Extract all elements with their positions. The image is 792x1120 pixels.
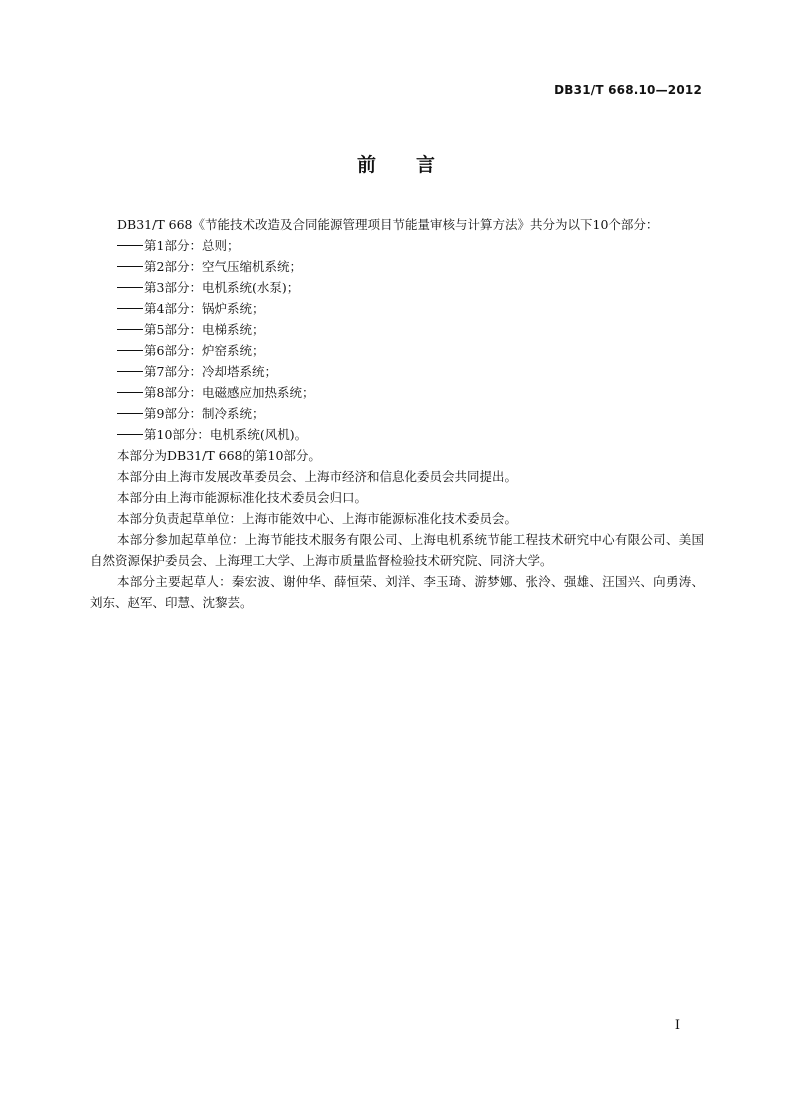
em-dash: [117, 245, 143, 246]
list-item: [90, 298, 704, 319]
standard-number: DB31/T 668.10—2012: [554, 83, 702, 97]
centralized-by-paragraph: 本部分由上海市能源标准化技术委员会归口。: [117, 490, 368, 505]
part-label: 第4部分：锅炉系统；: [144, 301, 265, 316]
drafters-paragraph: 本部分主要起草人：秦宏波、谢仲华、薛恒荣、刘洋、李玉琦、游梦娜、张泠、强雄、汪国兴、向勇涛、刘东、赵军、印慧、沈黎芸。: [90, 574, 704, 610]
page-number: I: [674, 1018, 680, 1033]
list-item: [90, 340, 704, 361]
part-label: 第5部分：电梯系统；: [144, 322, 265, 337]
em-dash: [117, 266, 143, 267]
page-title: 前言: [356, 154, 475, 176]
part-label: 第7部分：冷却塔系统；: [144, 364, 277, 379]
em-dash: [117, 287, 143, 288]
part-label: 第3部分：电机系统(水泵)；: [144, 280, 300, 295]
foreword-body: [90, 214, 704, 613]
list-item: [90, 277, 704, 298]
part-label: 第9部分：制冷系统；: [144, 406, 265, 421]
em-dash: [117, 434, 143, 435]
list-item: [90, 235, 704, 256]
part-label: 第1部分：总则；: [144, 238, 240, 253]
list-item: [90, 361, 704, 382]
this-part-paragraph: 本部分为DB31/T 668的第10部分。: [117, 448, 321, 463]
em-dash: [117, 350, 143, 351]
proposed-by-paragraph: 本部分由上海市发展改革委员会、上海市经济和信息化委员会共同提出。: [117, 469, 518, 484]
list-item: [90, 382, 704, 403]
em-dash: [117, 329, 143, 330]
part-label: 第6部分：炉窑系统；: [144, 343, 265, 358]
part-label: 第2部分：空气压缩机系统；: [144, 259, 302, 274]
participating-units-paragraph: 本部分参加起草单位：上海节能技术服务有限公司、上海电机系统节能工程技术研究中心有限公司、美国自然资源保护委员会、上海理工大学、上海市质量监督检验技术研究院、同济大学。: [90, 532, 704, 568]
intro-paragraph: DB31/T 668《节能技术改造及合同能源管理项目节能量审核与计算方法》共分为以下10个部分：: [117, 217, 659, 232]
em-dash: [117, 413, 143, 414]
list-item: [90, 256, 704, 277]
em-dash: [117, 371, 143, 372]
list-item: [90, 403, 704, 424]
em-dash: [117, 308, 143, 309]
list-item: [90, 319, 704, 340]
part-label: 第8部分：电磁感应加热系统；: [144, 385, 315, 400]
part-label: 第10部分：电机系统(风机)。: [144, 427, 308, 442]
em-dash: [117, 392, 143, 393]
list-item: [90, 424, 704, 445]
responsible-units-paragraph: 本部分负责起草单位：上海市能效中心、上海市能源标准化技术委员会。: [117, 511, 518, 526]
